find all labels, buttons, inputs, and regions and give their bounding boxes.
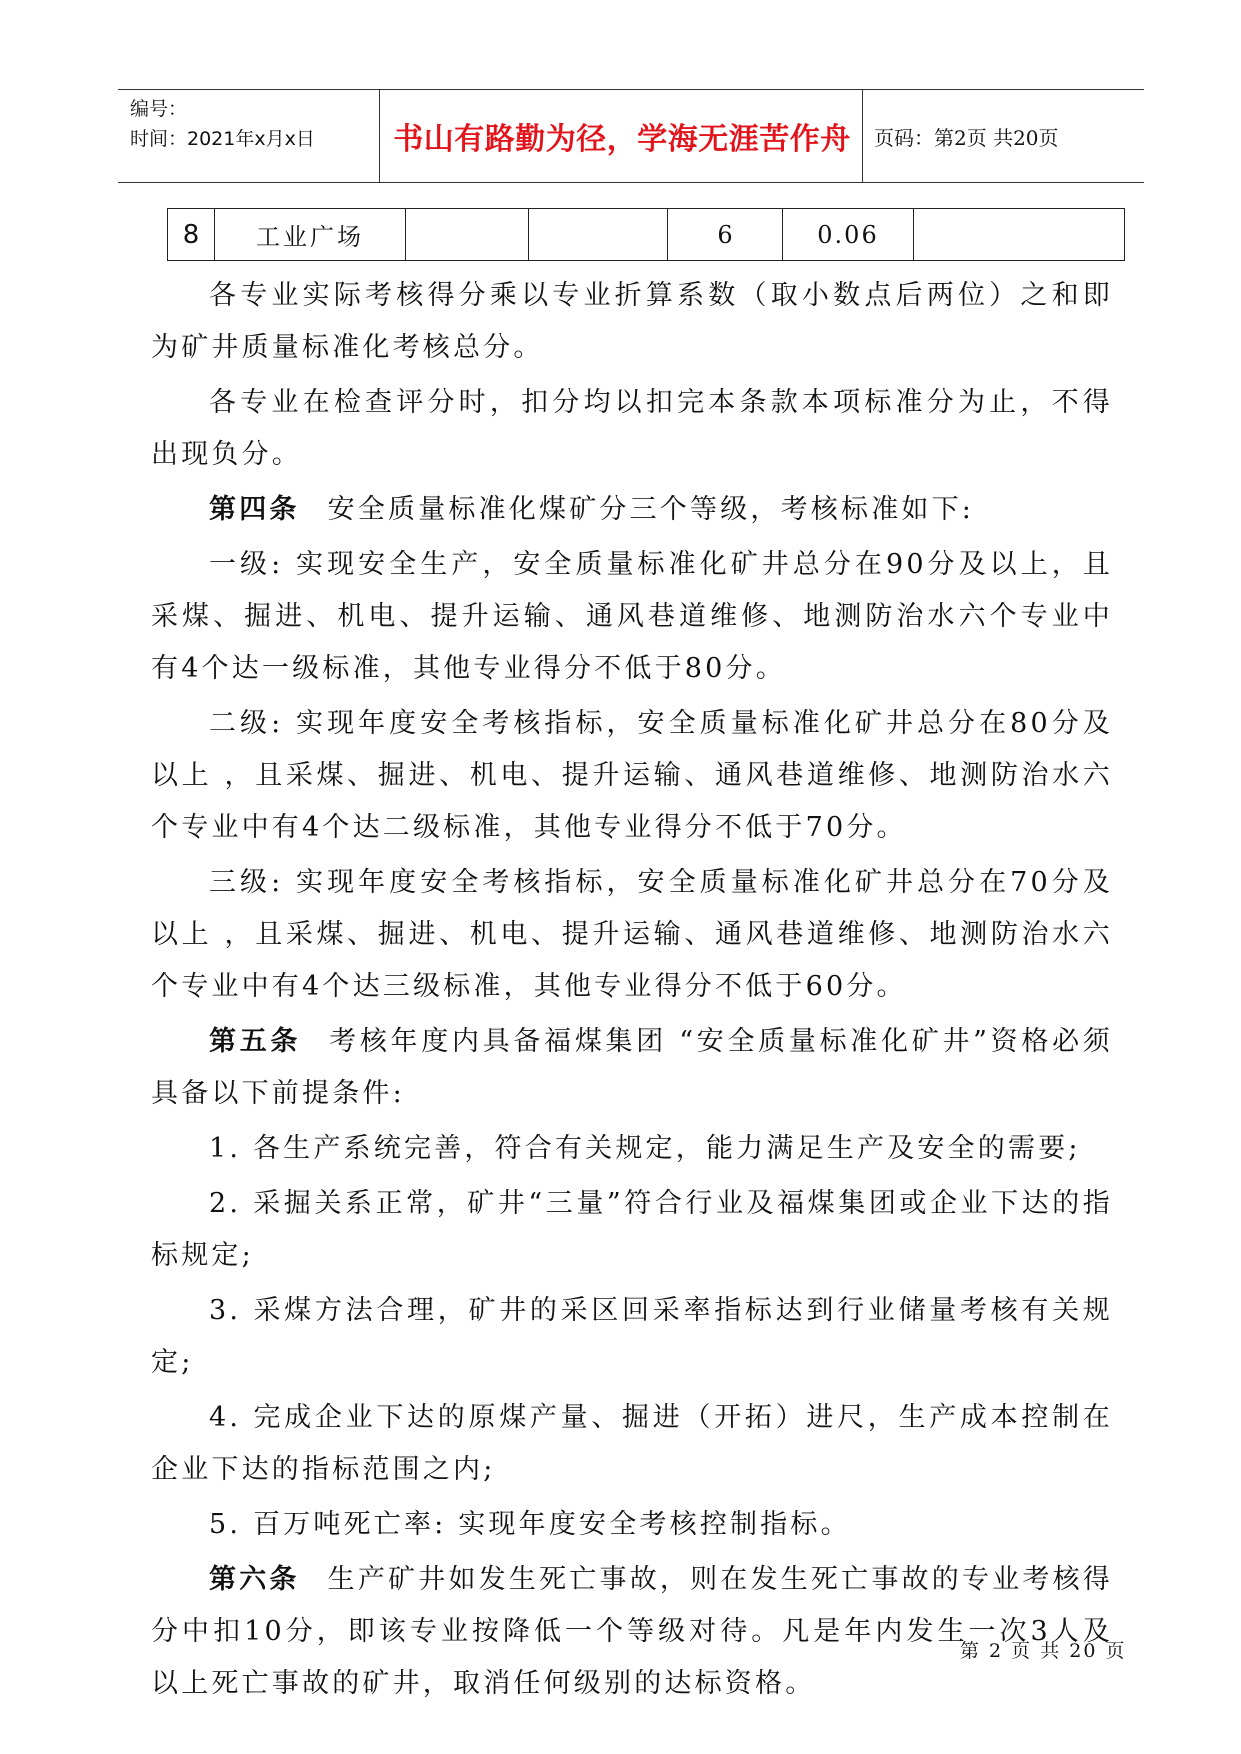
paragraph-text: 各专业在检查评分时，扣分均以扣完本条款本项标准分为止，不得出现负分。: [151, 387, 1113, 470]
table-cell: [529, 209, 668, 261]
paragraph-text: 安全质量标准化煤矿分三个等级，考核标准如下:: [327, 494, 975, 525]
paragraph-text: 生产矿井如发生死亡事故，则在发生死亡事故的专业考核得分中扣10分，即该专业按降低一个等级对待。凡是年内发生一次3人及以上死亡事故的矿井，取消任何级别的达标资格。: [151, 1564, 1113, 1699]
document-body: [151, 270, 1113, 1713]
paragraph: [151, 539, 1113, 695]
paragraph: [151, 857, 1113, 1013]
page-footer: 第 2 页 共 20 页: [960, 1640, 1127, 1662]
paragraph-text: 三级: 实现年度安全考核指标，安全质量标准化矿井总分在70分及以上 ，且采煤、掘进、机电、提升运输、通风巷道维修、地测防治水六个专业中有4个达三级标准，其他专业得分不低于60分。: [151, 867, 1113, 1002]
paragraph: [151, 377, 1113, 481]
header-motto: 书山有路勤为径，学海无涯苦作舟: [393, 122, 851, 157]
table-row: [168, 209, 1125, 261]
header-divider: [379, 90, 380, 182]
article-heading: 第五条: [209, 1026, 302, 1057]
article-4: [151, 484, 1113, 536]
paragraph-text: 各专业实际考核得分乘以专业折算系数（取小数点后两位）之和即为矿井质量标准化考核总分。: [151, 280, 1113, 363]
table-cell: [406, 209, 529, 261]
page-header: [118, 89, 1144, 183]
paragraph: [151, 270, 1113, 374]
table-cell-coefficient: 0.06: [783, 209, 914, 261]
list-item: [151, 1178, 1113, 1282]
paragraph-text: 一级: 实现安全生产，安全质量标准化矿井总分在90分及以上，且采煤、掘进、机电、提升运输、通风巷道维修、地测防治水六个专业中有4个达一级标准，其他专业得分不低于80分。: [151, 549, 1113, 684]
paragraph-text: 二级: 实现年度安全考核指标，安全质量标准化矿井总分在80分及以上 ，且采煤、掘进、机电、提升运输、通风巷道维修、地测防治水六个专业中有4个达二级标准，其他专业得分不低于70分。: [151, 708, 1113, 843]
list-item: [151, 1285, 1113, 1389]
paragraph-text: 4. 完成企业下达的原煤产量、掘进（开拓）进尺，生产成本控制在企业下达的指标范围之内;: [151, 1402, 1113, 1485]
paragraph-text: 2. 采掘关系正常，矿井“三量”符合行业及福煤集团或企业下达的指标规定;: [151, 1188, 1113, 1271]
paragraph-text: 1. 各生产系统完善，符合有关规定，能力满足生产及安全的需要;: [209, 1133, 1081, 1164]
article-5: [151, 1016, 1113, 1120]
header-page-number: 页码：第2页 共20页: [874, 125, 1059, 150]
list-item: [151, 1499, 1113, 1551]
article-6: [151, 1554, 1113, 1710]
list-item: [151, 1392, 1113, 1496]
paragraph: [151, 698, 1113, 854]
score-table: [167, 208, 1125, 261]
table-cell-index: 8: [168, 209, 215, 261]
table-cell-item: 工业广场: [215, 209, 406, 261]
header-meta: [130, 94, 315, 154]
paragraph-text: 3. 采煤方法合理，矿井的采区回采率指标达到行业储量考核有关规定;: [151, 1295, 1113, 1378]
article-heading: 第四条: [209, 494, 300, 525]
list-item: [151, 1123, 1113, 1175]
table-cell: [914, 209, 1125, 261]
document-number-label: 编号：: [130, 98, 188, 120]
table-cell-score: 6: [668, 209, 783, 261]
header-divider: [862, 90, 863, 182]
paragraph-text: 考核年度内具备福煤集团 “安全质量标准化矿井”资格必须具备以下前提条件:: [151, 1026, 1113, 1109]
article-heading: 第六条: [209, 1564, 300, 1595]
paragraph-text: 5. 百万吨死亡率: 实现年度安全考核控制指标。: [209, 1509, 851, 1540]
document-time-label: 时间：2021年x月x日: [130, 128, 315, 150]
